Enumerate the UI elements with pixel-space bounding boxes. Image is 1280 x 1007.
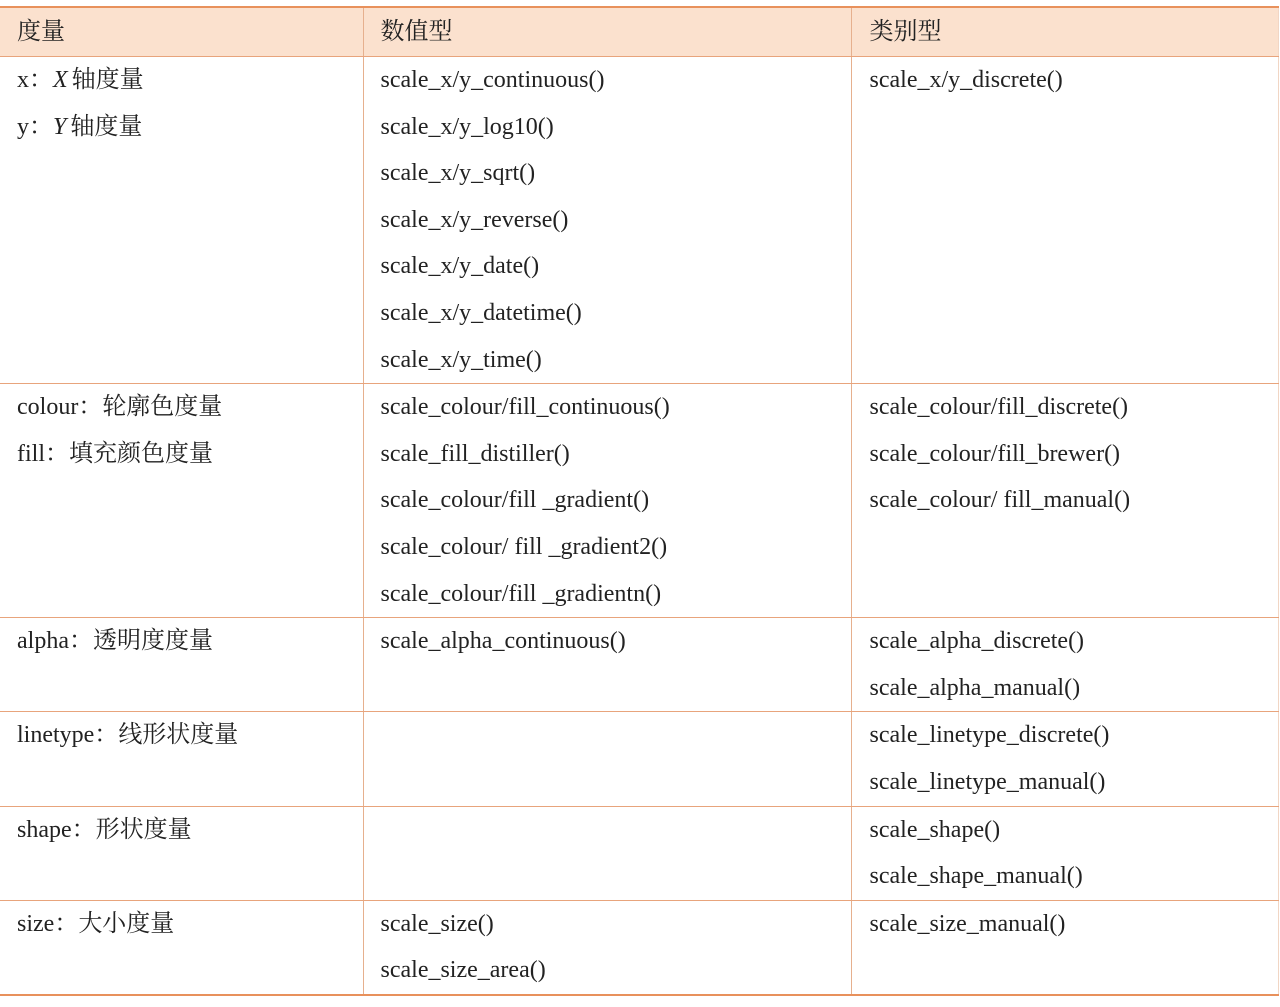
scale-table <box>0 6 1279 996</box>
categorical-scale-function: scale_x/y_discrete() <box>869 67 1063 93</box>
axis-variable: X <box>53 67 68 93</box>
measure-cell <box>0 618 363 712</box>
header-cell-measure: 度量 <box>0 7 363 57</box>
numeric-scale-function: scale_x/y_continuous() <box>380 67 605 93</box>
categorical-scale-function: scale_alpha_manual() <box>869 674 1081 701</box>
table-header <box>0 7 1278 57</box>
measure-key: shape： <box>17 816 96 843</box>
axis-variable: Y <box>53 113 67 140</box>
numeric-scale-function: scale_colour/fill _gradientn() <box>380 580 662 607</box>
categorical-scale-function: scale_shape() <box>869 816 1001 843</box>
numeric-scale-function: scale_colour/ fill _gradient2() <box>380 533 668 560</box>
measure-label <box>17 431 363 478</box>
measure-key: colour： <box>17 394 103 421</box>
measure-key: y： <box>17 113 53 140</box>
numeric-cell <box>363 806 851 900</box>
measure-cell <box>0 384 363 618</box>
numeric-scale-function: scale_size_area() <box>380 957 546 984</box>
numeric-scale-function: scale_colour/fill _gradient() <box>380 487 650 514</box>
categorical-cell <box>851 618 1278 712</box>
measure-label <box>17 618 363 665</box>
measure-description: 透明度度量 <box>92 628 213 655</box>
measure-key: alpha： <box>17 628 93 655</box>
measure-label <box>17 901 363 948</box>
categorical-cell <box>851 712 1278 806</box>
measure-label <box>17 104 363 151</box>
table-row <box>0 712 1278 806</box>
measure-label <box>17 57 363 104</box>
measure-description: 填充颜色度量 <box>69 440 213 467</box>
numeric-scale-function: scale_size() <box>380 910 494 937</box>
table-row <box>0 57 1278 384</box>
numeric-scale-function: scale_x/y_log10() <box>380 113 554 140</box>
numeric-scale-function: scale_x/y_sqrt() <box>380 160 536 187</box>
categorical-scale-function: scale_linetype_discrete() <box>869 722 1110 749</box>
measure-key: linetype： <box>17 722 119 749</box>
measure-description: 大小度量 <box>78 910 175 937</box>
measure-key: x： <box>17 67 53 93</box>
numeric-scale-function: scale_x/y_date() <box>380 253 540 280</box>
table-row <box>0 806 1278 900</box>
measure-label <box>17 384 363 431</box>
numeric-cell <box>363 712 851 806</box>
numeric-scale-function: scale_x/y_datetime() <box>380 299 582 326</box>
measure-description: 轴度量 <box>71 67 144 93</box>
categorical-cell <box>851 900 1278 995</box>
numeric-cell <box>363 618 851 712</box>
table-row <box>0 384 1278 618</box>
measure-description: 轮廓色度量 <box>102 394 223 421</box>
measure-cell <box>0 712 363 806</box>
header-row <box>0 7 1278 57</box>
categorical-scale-function: scale_alpha_discrete() <box>869 628 1085 655</box>
numeric-cell <box>363 384 851 618</box>
numeric-scale-function: scale_x/y_time() <box>380 346 542 373</box>
measure-cell <box>0 57 363 384</box>
numeric-scale-function: scale_alpha_continuous() <box>380 628 626 655</box>
categorical-scale-function: scale_colour/fill_brewer() <box>869 440 1121 467</box>
measure-description: 轴度量 <box>70 113 143 140</box>
header-cell-categorical: 类别型 <box>851 7 1278 57</box>
categorical-cell <box>851 57 1278 384</box>
measure-cell <box>0 900 363 995</box>
table-row <box>0 618 1278 712</box>
categorical-scale-function: scale_shape_manual() <box>869 863 1083 890</box>
categorical-scale-function: scale_colour/ fill_manual() <box>869 487 1131 514</box>
table-row <box>0 900 1278 995</box>
measure-label <box>17 712 363 759</box>
scale-table-container <box>0 6 1278 996</box>
measure-label <box>17 807 363 854</box>
measure-description: 形状度量 <box>95 816 192 843</box>
numeric-scale-function: scale_fill_distiller() <box>380 440 570 467</box>
measure-cell <box>0 806 363 900</box>
categorical-scale-function: scale_size_manual() <box>869 910 1066 937</box>
numeric-cell <box>363 57 851 384</box>
categorical-scale-function: scale_linetype_manual() <box>869 768 1106 795</box>
header-cell-numeric: 数值型 <box>363 7 851 57</box>
categorical-cell <box>851 806 1278 900</box>
numeric-scale-function: scale_colour/fill_continuous() <box>380 394 670 421</box>
measure-key: fill： <box>17 440 69 467</box>
numeric-cell <box>363 900 851 995</box>
categorical-cell <box>851 384 1278 618</box>
numeric-scale-function: scale_x/y_reverse() <box>380 206 569 233</box>
categorical-scale-function: scale_colour/fill_discrete() <box>869 394 1129 421</box>
measure-key: size： <box>17 910 79 937</box>
table-body <box>0 57 1278 995</box>
measure-description: 线形状度量 <box>118 722 239 749</box>
